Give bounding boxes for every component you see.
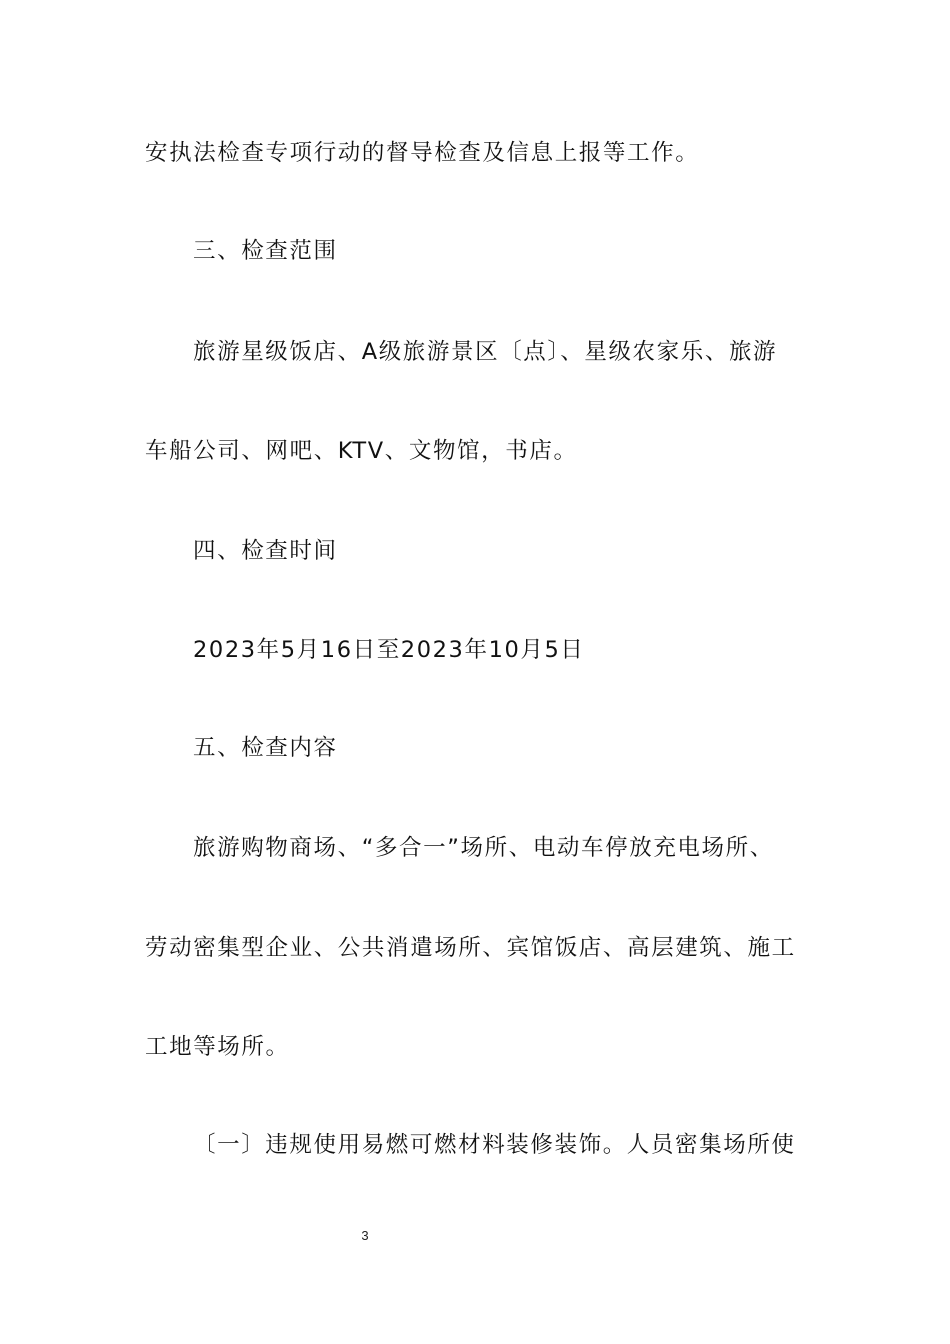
paragraph-line: 劳动密集型企业、公共消遣场所、宾馆饭店、高层建筑、施工 (145, 935, 796, 961)
paragraph-line: 旅游购物商场、“多合一”场所、电动车停放充电场所、 (193, 835, 774, 861)
paragraph-line: 〔一〕违规使用易燃可燃材料装修装饰。人员密集场所使 (193, 1132, 796, 1158)
section-heading-content: 五、检查内容 (193, 735, 338, 761)
section-heading-time: 四、检查时间 (193, 538, 338, 564)
paragraph-line: 安执法检查专项行动的督导检查及信息上报等工作。 (145, 140, 700, 166)
paragraph-line: 2023年5月16日至2023年10月5日 (193, 637, 585, 663)
page-number: 3 (361, 1228, 369, 1243)
paragraph-line: 旅游星级饭店、A级旅游景区〔点〕、星级农家乐、旅游 (193, 339, 778, 365)
paragraph-line: 工地等场所。 (145, 1034, 290, 1060)
paragraph-line: 车船公司、网吧、KTV、文物馆，书店。 (145, 438, 578, 464)
section-heading-scope: 三、检查范围 (193, 238, 338, 264)
